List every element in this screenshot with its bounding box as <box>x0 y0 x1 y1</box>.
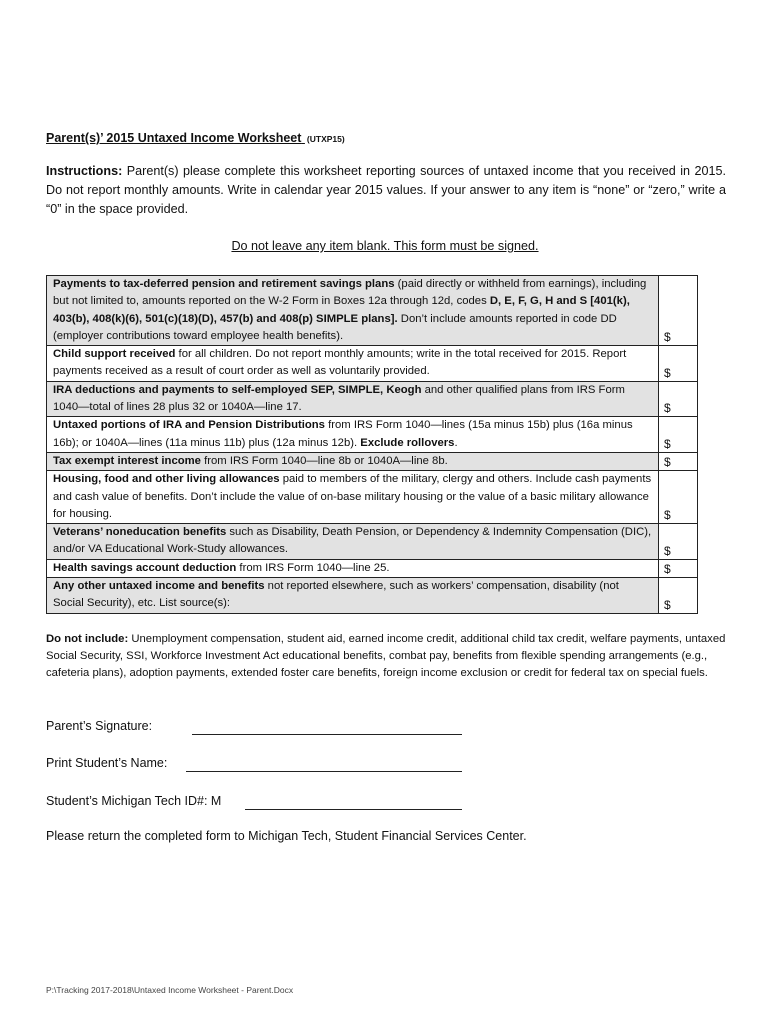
item-bold-note: D, E, F, G, H and S [401(k), 403(b), 408(k)(6), 501(c)(18)(D), 457(b) and 408(p) SIMPLE plans]. <box>53 295 630 325</box>
item-description <box>47 417 659 453</box>
parent-signature-row <box>46 719 152 733</box>
item-text: from IRS Form 1040—line 8b or 1040A—line 8b. <box>200 454 448 467</box>
student-name-label: Print Student’s Name: <box>46 756 168 770</box>
item-bold-label: Veterans’ noneducation benefits <box>53 526 227 539</box>
file-path-footer: P:\Tracking 2017-2018\Untaxed Income Worksheet - Parent.Docx <box>46 985 294 995</box>
item-text-note: . <box>454 436 458 449</box>
amount-field[interactable]: $ <box>658 559 697 577</box>
warning-note: Do not leave any item blank. This form must be signed. <box>231 239 539 253</box>
amount-field[interactable]: $ <box>658 381 697 417</box>
exclusions-note <box>46 631 726 683</box>
item-description <box>47 276 659 346</box>
item-text-note: Don’t include amounts reported in code DD (employer contributions toward employee health benefits). <box>53 312 617 342</box>
item-description <box>47 559 659 577</box>
student-id-row <box>46 794 221 808</box>
student-id-label: Student’s Michigan Tech ID#: M <box>46 794 222 808</box>
student-name-row <box>46 756 167 770</box>
page-title <box>46 131 345 145</box>
item-text: and other qualified plans from IRS Form 1040—total of lines 28 plus 32 or 1040A—line 17. <box>53 383 625 414</box>
item-bold-label: Any other untaxed income and benefits <box>53 580 265 593</box>
income-item-row <box>47 578 698 614</box>
amount-field[interactable]: $ <box>658 524 697 560</box>
item-bold-label: Housing, food and other living allowances <box>53 473 280 486</box>
amount-field[interactable]: $ <box>658 471 697 524</box>
item-bold-label: Health savings account deduction <box>53 561 237 574</box>
return-instructions: Please return the completed form to Michigan Tech, Student Financial Services Center. <box>46 829 527 843</box>
income-item-row <box>47 524 698 560</box>
student-id-field[interactable] <box>245 809 462 810</box>
parent-signature-field[interactable] <box>192 734 462 735</box>
item-bold-note: Exclude rollovers <box>360 436 455 449</box>
instructions <box>46 162 726 219</box>
amount-field[interactable]: $ <box>658 417 697 453</box>
item-description <box>47 381 659 417</box>
exclusions-text: Unemployment compensation, student aid, earned income credit, additional child tax credit, welfare payments, untaxed Social Security, SSI, Workforce Investment Act educational benefits, combat pay, benefits from flexible spending arrangements (e.g., cafeteria plans), adoption payments, extended foster care benefits, foreign income exclusion or credit for federal tax on special fuels. <box>46 633 726 680</box>
instructions-text: Parent(s) please complete this worksheet reporting sources of untaxed income that you received in 2015. Do not report monthly amounts. Write in calendar year 2015 values. If your answer to any item is “none” or “zero,” write a “0” in the space provided. <box>46 164 726 216</box>
item-bold-label: IRA deductions and payments to self-employed SEP, SIMPLE, Keogh <box>53 383 422 396</box>
item-bold-label: Tax exempt interest income <box>53 454 201 467</box>
item-text: (paid directly or withheld from earnings), including but not limited to, amounts reported on the W-2 Form in Boxes 12a through 12d, codes <box>53 278 647 308</box>
income-item-row <box>47 381 698 417</box>
amount-field[interactable]: $ <box>658 578 697 614</box>
item-text: for all children. Do not report monthly amounts; write in the total received for 2015. Report payments received as a result of court order as well as voluntarily provided. <box>53 348 627 378</box>
student-name-field[interactable] <box>186 771 462 772</box>
item-bold-label: Child support received <box>53 348 176 361</box>
income-items-table <box>46 275 698 614</box>
item-description <box>47 471 659 524</box>
instructions-label: Instructions: <box>46 164 123 178</box>
item-description <box>47 346 659 382</box>
income-item-row <box>47 417 698 453</box>
amount-field[interactable]: $ <box>658 452 697 470</box>
item-bold-label: Payments to tax-deferred pension and retirement savings plans <box>53 278 395 290</box>
exclusions-label: Do not include: <box>46 633 129 645</box>
title-text: Parent(s)’ 2015 Untaxed Income Worksheet <box>46 131 302 145</box>
parent-signature-label: Parent’s Signature: <box>46 719 153 733</box>
income-item-row <box>47 276 698 346</box>
amount-field[interactable]: $ <box>658 276 697 346</box>
income-item-row <box>47 471 698 524</box>
item-text: from IRS Form 1040—line 25. <box>236 561 390 574</box>
item-text: paid to members of the military, clergy and others. Include cash payments and cash value of benefits. Don’t include the value of on-base military housing or the value of a basic military allowance for housing. <box>53 473 652 520</box>
item-text: from IRS Form 1040—lines (15a minus 15b) plus (16a minus 16b); or 1040A—lines (11a minus 11b) plus (12a minus 12b). <box>53 419 633 449</box>
amount-field[interactable]: $ <box>658 346 697 382</box>
item-text: not reported elsewhere, such as workers’ compensation, disability (not Social Security), etc. List source(s): <box>53 580 619 610</box>
item-description <box>47 452 659 470</box>
income-item-row <box>47 452 698 470</box>
item-bold-label: Untaxed portions of IRA and Pension Distributions <box>53 419 325 432</box>
item-description <box>47 578 659 614</box>
income-item-row <box>47 346 698 382</box>
item-description <box>47 524 659 560</box>
form-code: (UTXP15) <box>306 134 345 144</box>
income-item-row <box>47 559 698 577</box>
item-text: such as Disability, Death Pension, or Dependency & Indemnity Compensation (DIC), and/or VA Educational Work-Study allowances. <box>53 526 652 556</box>
